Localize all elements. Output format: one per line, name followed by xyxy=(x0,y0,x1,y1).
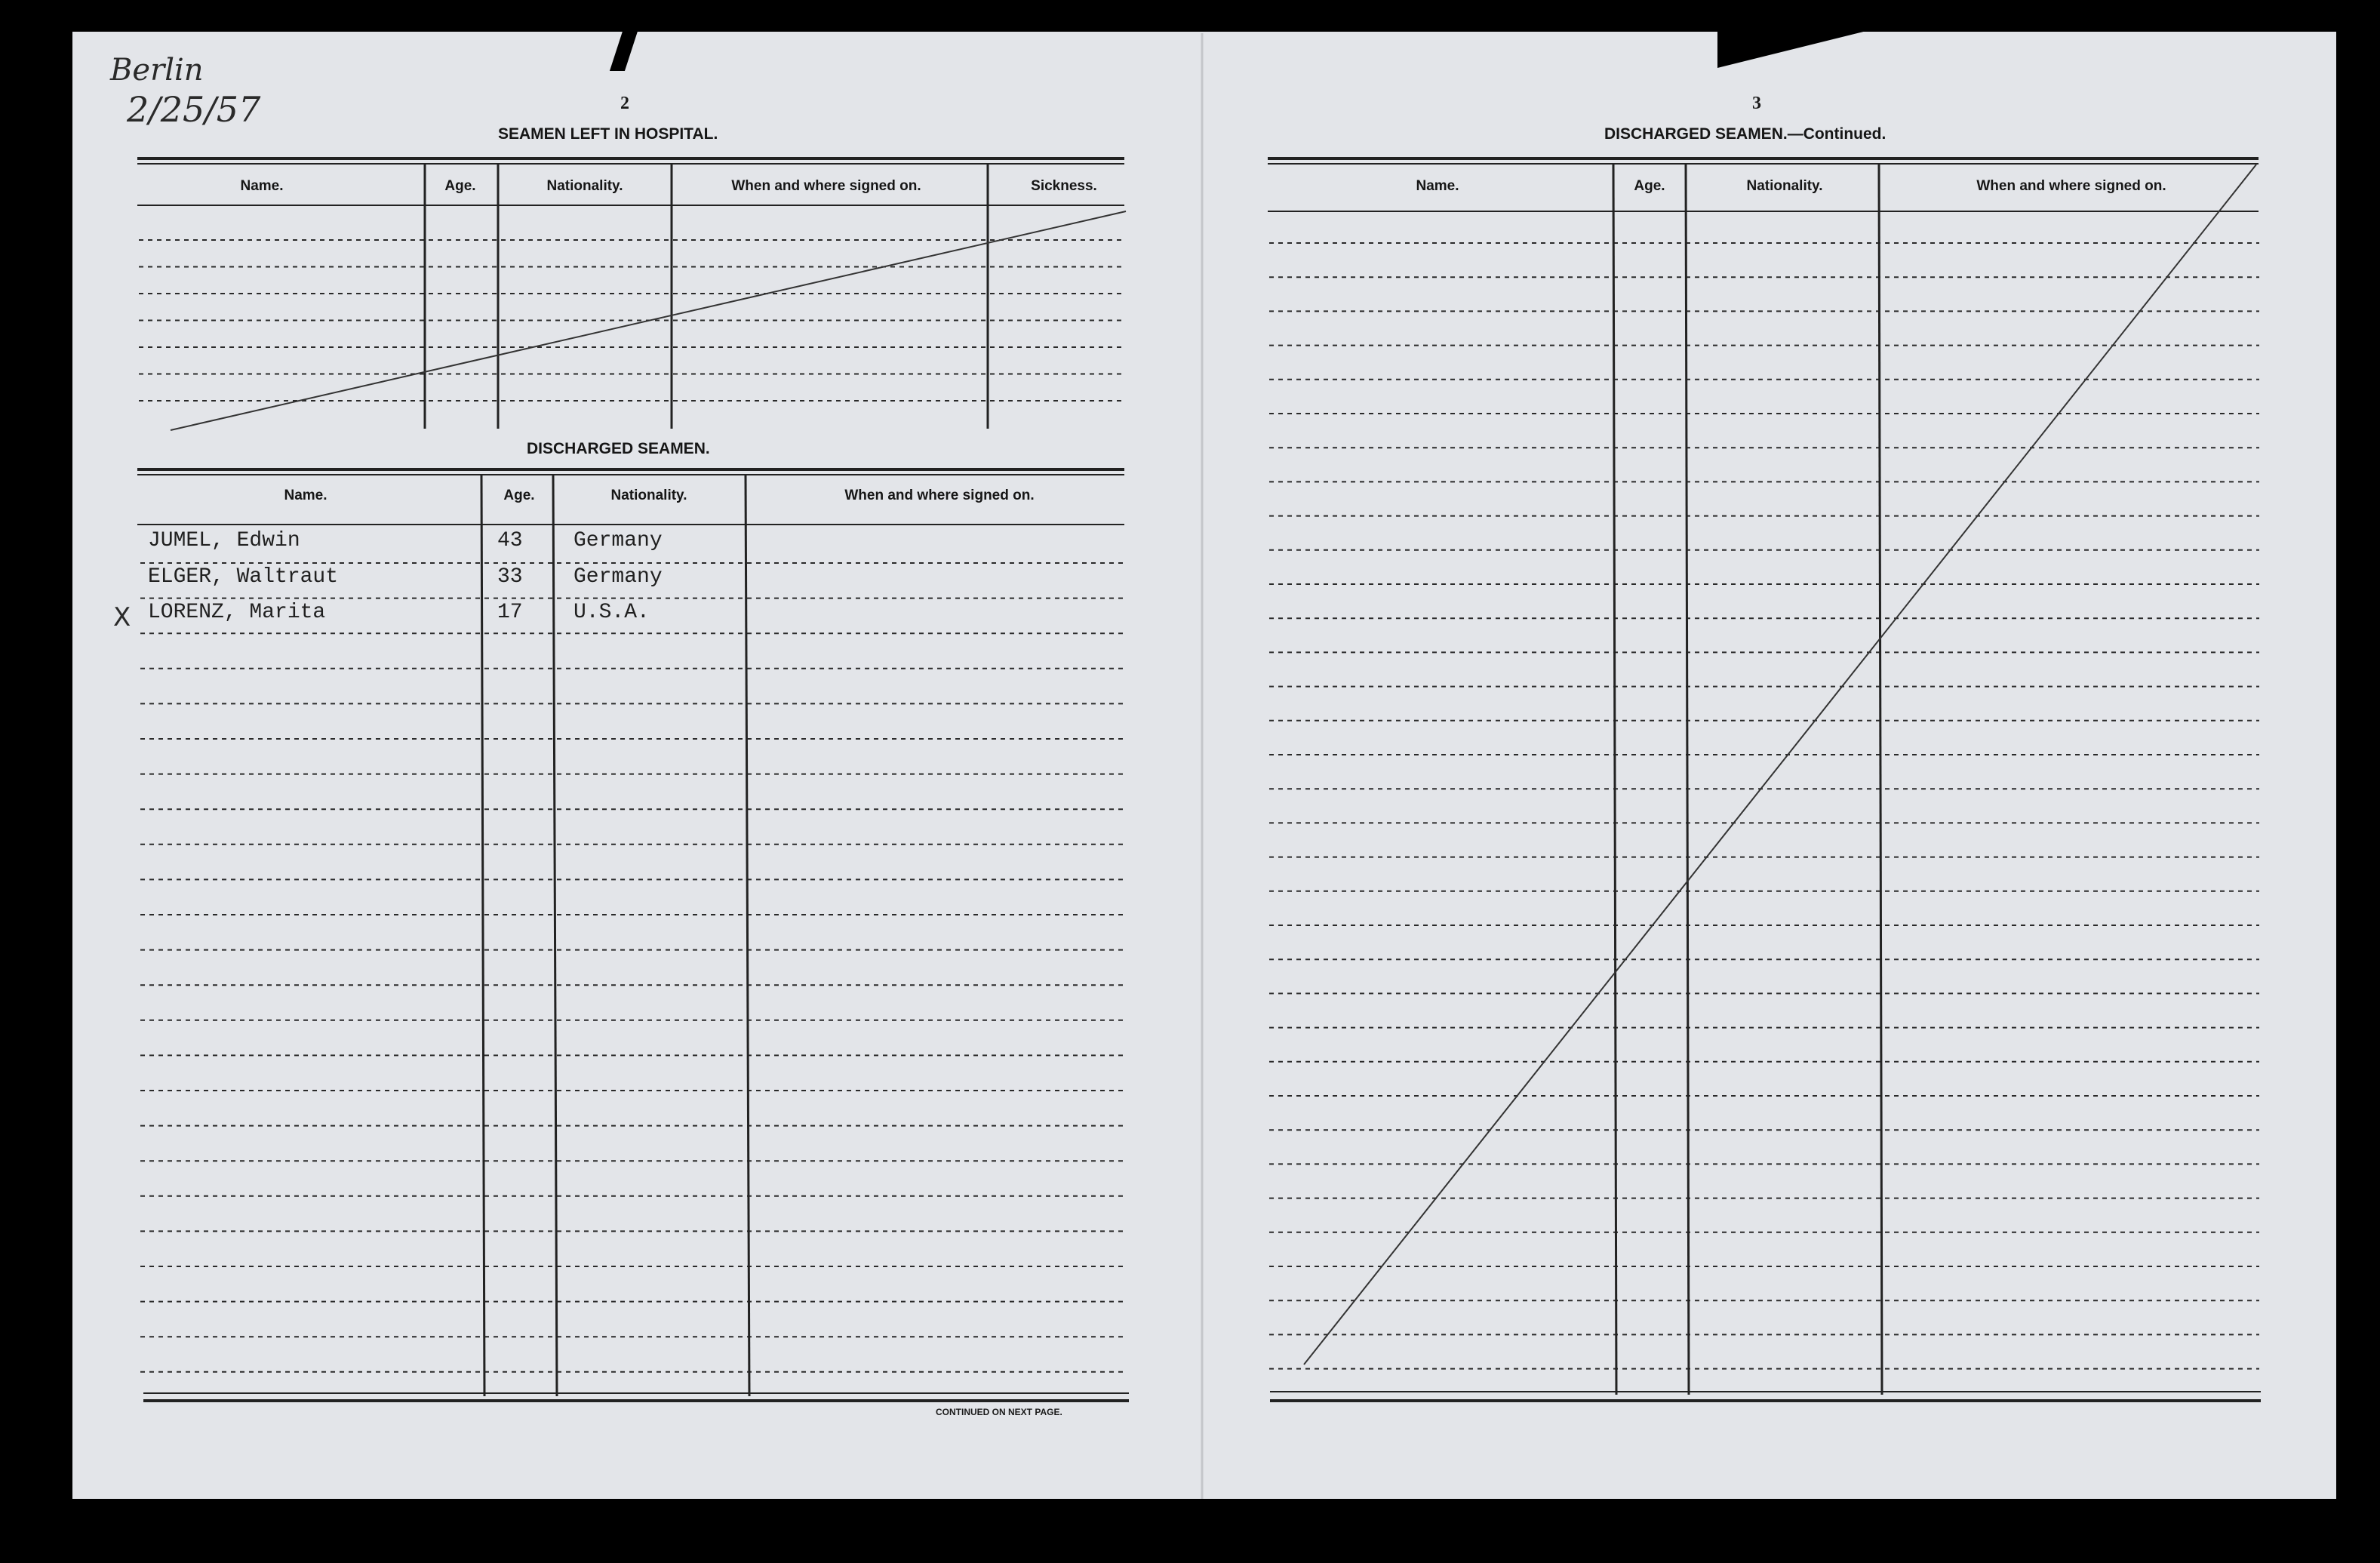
hospital-col-age: Age. xyxy=(444,178,476,194)
discharged-col-nationality: Nationality. xyxy=(610,488,687,503)
discharged-col-age: Age. xyxy=(503,488,535,503)
hospital-col-signed-on: When and where signed on. xyxy=(731,178,921,194)
hospital-col-nationality: Nationality. xyxy=(546,178,623,194)
discharged-section-title: DISCHARGED SEAMEN. xyxy=(527,440,710,457)
discharged-col-name: Name. xyxy=(284,488,327,503)
check-mark: X xyxy=(113,602,131,632)
continued-col-divider xyxy=(1613,164,1616,1395)
row-age: 43 xyxy=(497,529,523,552)
continued-footer: CONTINUED ON NEXT PAGE. xyxy=(936,1407,1062,1417)
row-name: ELGER, Waltraut xyxy=(148,565,339,589)
row-age: 17 xyxy=(497,601,523,624)
table-row xyxy=(148,565,1121,602)
continued-cancel-line xyxy=(1304,165,2256,1365)
row-age: 33 xyxy=(497,565,523,589)
row-nationality: Germany xyxy=(573,565,663,589)
row-name: LORENZ, Marita xyxy=(148,601,326,624)
hospital-col-name: Name. xyxy=(240,178,284,194)
row-nationality: Germany xyxy=(573,529,663,552)
page-number-left: 2 xyxy=(620,94,629,113)
continued-col-signed-on: When and where signed on. xyxy=(1976,178,2166,194)
page-number-right: 3 xyxy=(1752,94,1761,113)
hospital-col-sickness: Sickness. xyxy=(1031,178,1097,194)
row-nationality: U.S.A. xyxy=(573,601,650,624)
row-name: JUMEL, Edwin xyxy=(148,529,300,552)
continued-col-divider xyxy=(1879,164,1882,1395)
hospital-section-title: SEAMEN LEFT IN HOSPITAL. xyxy=(498,125,718,143)
continued-col-age: Age. xyxy=(1634,178,1665,194)
continued-col-divider xyxy=(1686,164,1689,1395)
table-row xyxy=(148,529,1121,565)
continued-section-title: DISCHARGED SEAMEN.—Continued. xyxy=(1604,125,1886,143)
discharged-col-signed-on: When and where signed on. xyxy=(844,488,1035,503)
table-row xyxy=(148,601,1121,637)
continued-col-name: Name. xyxy=(1416,178,1459,194)
handwritten-place: Berlin xyxy=(110,53,204,88)
continued-col-nationality: Nationality. xyxy=(1746,178,1823,194)
handwritten-date: 2/25/57 xyxy=(127,89,261,130)
